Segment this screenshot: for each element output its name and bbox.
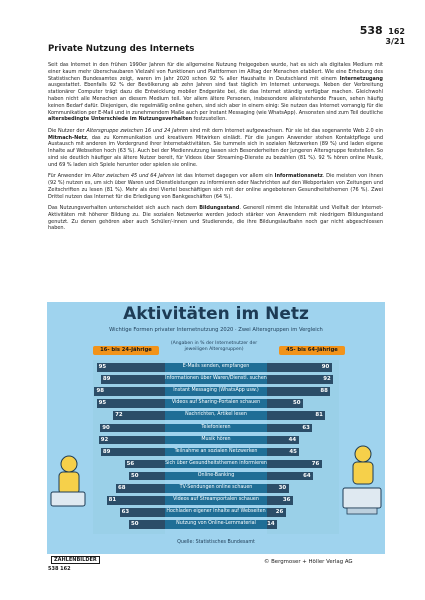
- footer-label-text: ZAHLENBILDER: [51, 556, 100, 564]
- value-label-left: 89: [102, 448, 111, 455]
- category-label: E-Mails senden, empfangen: [165, 363, 267, 372]
- value-label-left: 81: [108, 497, 117, 504]
- issue-number: 3/21: [385, 36, 405, 46]
- category-label: Telefonieren: [165, 424, 267, 433]
- category-label: Sich über Gesundheitsthemen informieren: [165, 460, 267, 469]
- legend-right: 45- bis 64-Jährige: [279, 346, 345, 355]
- chart-note: (Angaben in % der Internetnutzer der jeweiligen Altersgruppen): [170, 341, 258, 352]
- category-label: Teilnahme an sozialen Netzwerken: [165, 448, 267, 457]
- value-label-left: 50: [131, 521, 139, 528]
- category-label: Instant Messaging (WhatsApp usw.): [165, 387, 267, 396]
- category-label: Online-Banking: [165, 472, 267, 481]
- value-label-right: 44: [288, 436, 297, 443]
- footer-label: [48, 556, 100, 564]
- value-label-right: 88: [320, 388, 328, 395]
- value-label-right: 14: [267, 521, 275, 528]
- category-label: TV-Sendungen online schauen: [165, 484, 267, 493]
- figure-right-icon: [339, 442, 385, 528]
- value-label-left: 56: [126, 460, 135, 467]
- value-label-right: 36: [282, 497, 291, 504]
- bar-left: [94, 387, 165, 396]
- chart-title: Aktivitäten im Netz: [123, 304, 309, 324]
- value-label-left: 68: [118, 485, 126, 491]
- bar-left: [97, 363, 165, 372]
- page-number: 538: [359, 24, 383, 37]
- statistic-graphic: [47, 302, 385, 554]
- bar-left: [101, 375, 165, 384]
- page-number-sub: 162: [388, 27, 405, 36]
- value-label-right: 63: [302, 424, 310, 431]
- footer-id: 538 162: [48, 566, 71, 572]
- figure-left-icon: [47, 452, 91, 512]
- value-label-left: 72: [115, 412, 123, 419]
- paragraph-2: Die Nutzer der Altersgruppe zwischen 16 und 24 Jahren sind mit dem Internet aufgewachsen. Für sie ist das sogenannte Web 2.0 ein Mitmach-Netz, das zu Kommunikation und kreativem Mitwirken einlädt. Für die jungen Anwender stehen Kontaktpflege und Austausch mit anderen im Vordergrund ihrer Internetaktivitäten. Sie tummeln sich in sozialen Netzwerken (89 %) und laden eigene Inhalte auf Webseiten hoch (63 %). Auch bei der Mediennutzung lassen sich Besonderheiten der jungeren Altersgruppe feststellen. So sind sie deutlich häufiger als ältere Nutzer bereit, für Videos über Streaming-Dienste zu bezahlen (81 %). 92 % hören online Musik, und 69 % laden sich Spiele herunter oder spielen sie online.: [48, 127, 383, 168]
- category-label: Videos auf Streamportalen schauen: [165, 496, 267, 505]
- chart-source: Quelle: Statistisches Bundesamt: [177, 540, 255, 545]
- value-label-right: 50: [293, 400, 301, 407]
- value-label-right: 30: [278, 485, 287, 491]
- value-label-left: 89: [102, 376, 111, 383]
- value-label-right: 76: [311, 460, 320, 467]
- value-label-right: 90: [321, 364, 330, 370]
- value-label-left: 95: [98, 364, 107, 370]
- value-label-right: 45: [289, 448, 297, 455]
- bar-left: [101, 448, 165, 457]
- value-label-left: 63: [121, 509, 130, 516]
- legend-left: 16- bis 24-Jährige: [93, 346, 159, 355]
- category-label: Informationen über Waren/Dienstl. suchen: [165, 375, 267, 384]
- value-label-left: 98: [96, 388, 104, 395]
- category-label: Nachrichten, Artikel lesen: [165, 411, 267, 420]
- value-label-right: 81: [315, 412, 323, 419]
- category-label: Nutzung von Online-Lernmaterial: [165, 520, 267, 529]
- footer-publisher: © Bergmoser + Höller Verlag AG: [264, 559, 353, 565]
- bar-left: [99, 436, 165, 445]
- value-label-left: 50: [131, 472, 139, 479]
- paragraph-1: Seit das Internet in den frühen 1990er Jahren für die allgemeine Nutzung freigegeben wurde, hat es sich als digitales Medium mit einer kaum mehr überschaubaren Vielzahl von Funktionen und Plattformen im Alltag der Menschen etabliert. Wie eine Erhebung des Statistischen Bundesamtes zeigt, waren im Jahr 2020 schon 92 % aller Haushalte in Deutschland mit einem Internetzugang ausgestattet. Ebenfalls 92 % der Bevölkerung ab zehn Jahren sind fast täglich im Internet unterwegs. Neben der Verbreitung stationärer Computer trägt dazu die Entwicklung mobiler Endgeräte bei, die das Internet ständig verfügbar machen. Gleichwohl haben nicht alle Menschen an diesem Medium teil. Vor allem ältere Personen, insbesondere alleinstehende Frauen, sehen häufig keinen Bedarf dafür. Diejenigen, die regelmäßig online gehen, sind sich aber in einem einig: Sie nutzen das Internet vorrangig für die Kommunikation per E-Mail und in zunehmendem Maße auch per Instant Messaging (wie WhatsApp). Ansonsten sind zum Teil deutliche altersbedingte Unterschiede im Nutzungsverhalten festzustellen.: [48, 62, 383, 123]
- category-label: Hochladen eigener Inhalte auf Webseiten: [165, 508, 267, 517]
- value-label-right: 92: [323, 376, 331, 383]
- chart-subtitle: Wichtige Formen privater Internetnutzung 2020 · Zwei Altersgruppen im Vergleich: [109, 327, 323, 333]
- value-label-right: 64: [303, 472, 311, 479]
- body-text: [48, 62, 383, 237]
- category-label: Musik hören: [165, 436, 267, 445]
- paragraph-4: Das Nutzungsverhalten unterscheidet sich auch nach dem Bildungsstand. Generell nimmt die Intensität und Vielfalt der Internet-Aktivitäten mit höherer Bildung zu. Die sozialen Netzwerke werden jedoch stärker von Anwendern mit niedrigem Bildungsstand genutzt. Zu denen gehören aber auch Schüler/-innen und Studierende, die ihre Bildungslaufbahn noch gar nicht abgeschlossen haben.: [48, 204, 384, 232]
- page-number-block: [360, 20, 405, 46]
- value-label-left: 95: [98, 400, 107, 407]
- category-label: Videos auf Sharing-Portalen schauen: [165, 399, 267, 408]
- page-title: Private Nutzung des Internets: [48, 44, 195, 54]
- paragraph-3: Für Anwender im Alter zwischen 45 und 64 Jahren ist das Internet dagegen vor allem ein Informationsnetz. Die meisten von ihnen (92 %) nutzen es, um sich über Waren und Dienstleistungen zu informieren oder Nachrichten auf den Webportalen von Zeitungen und Zeitschriften zu lesen (81 %). Mehr als drei Viertel beschäftigen sich mit der online angebotenen Gesundheitsthemen (76 %). Zwei Drittel nutzen das Internet für die Erledigung von Bankgeschäften (64 %).: [48, 173, 383, 200]
- value-label-left: 90: [102, 424, 110, 431]
- bar-left: [97, 399, 165, 408]
- value-label-left: 92: [100, 436, 109, 443]
- value-label-right: 26: [275, 509, 284, 516]
